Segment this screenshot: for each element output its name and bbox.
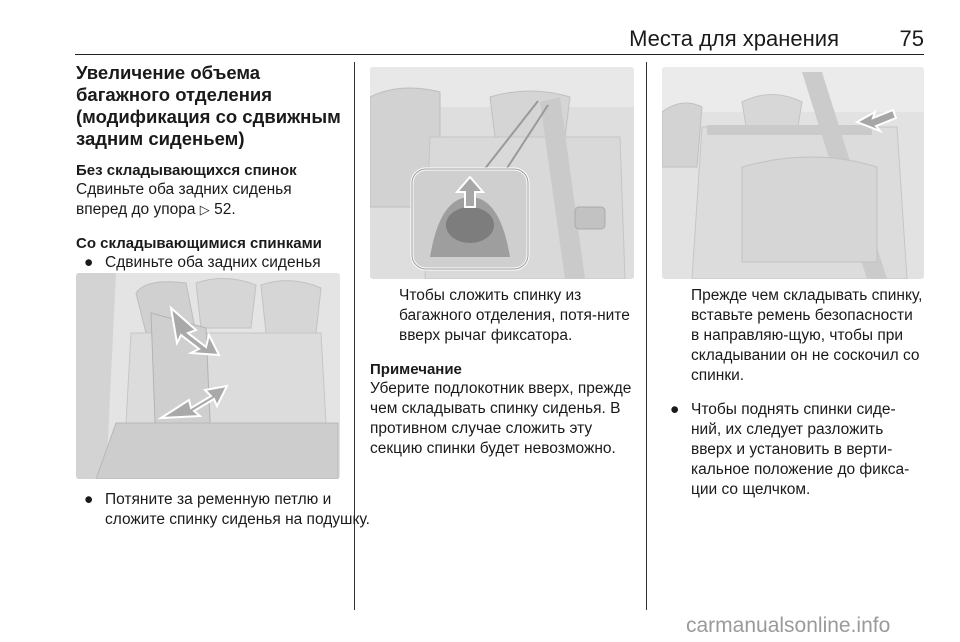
column-divider-2: [646, 62, 647, 610]
watermark: carmanualsonline.info: [686, 614, 891, 637]
list-item: ● Сдвиньте оба задних сиденья: [76, 253, 342, 294]
bullet-icon: ●: [670, 401, 680, 418]
page-reference[interactable]: 52.: [214, 201, 236, 218]
column-1: [76, 62, 370, 528]
note-title: Примечание: [370, 361, 462, 378]
reference-arrow-icon: ▷: [199, 203, 210, 218]
section-title: Места для хранения: [629, 26, 839, 51]
column-3: [662, 62, 924, 500]
figure-seat-belt-guide: [662, 67, 924, 279]
subheading-no-folding: Без складывающихся спинок: [76, 162, 297, 179]
section-heading: Увеличение объема багажного отделения (модификация со сдвижным задним сиденьем): [76, 62, 341, 149]
subheading-folding: Со складывающимися спинками: [76, 235, 322, 252]
page-header: [75, 26, 924, 55]
note-text: Уберите подлокотник вверх, прежде чем складывать спинку сиденья. В противном случае сложить эту секцию спинки будет невозможно.: [370, 380, 632, 457]
figure-caption: Прежде чем складывать спинку, вставьте ремень безопасности в направляю-щую, чтобы при складывании он не соскочил со спинки.: [691, 287, 923, 384]
paragraph-move-forward: Сдвиньте оба задних сиденья вперед до упора ▷ 52.: [76, 181, 292, 218]
list-item: ● Чтобы поднять спинки сиде-ний, их следует разложить вверх и установить в верти-кальное положение до фикса-ции со щелчком.: [670, 401, 910, 498]
page-number: 75: [899, 26, 924, 51]
figure-rear-seats-fold: [76, 273, 340, 479]
bullet-icon: ●: [84, 254, 94, 271]
list-item: ● Потяните за ременную петлю и сложите спинку сиденья на подушку.: [84, 491, 370, 528]
figure-release-lever: [370, 67, 634, 279]
bullet-icon: ●: [84, 491, 94, 508]
figure-caption: Чтобы сложить спинку из багажного отделения, потя-ните вверх рычаг фиксатора.: [399, 287, 630, 344]
column-2: [370, 62, 634, 459]
